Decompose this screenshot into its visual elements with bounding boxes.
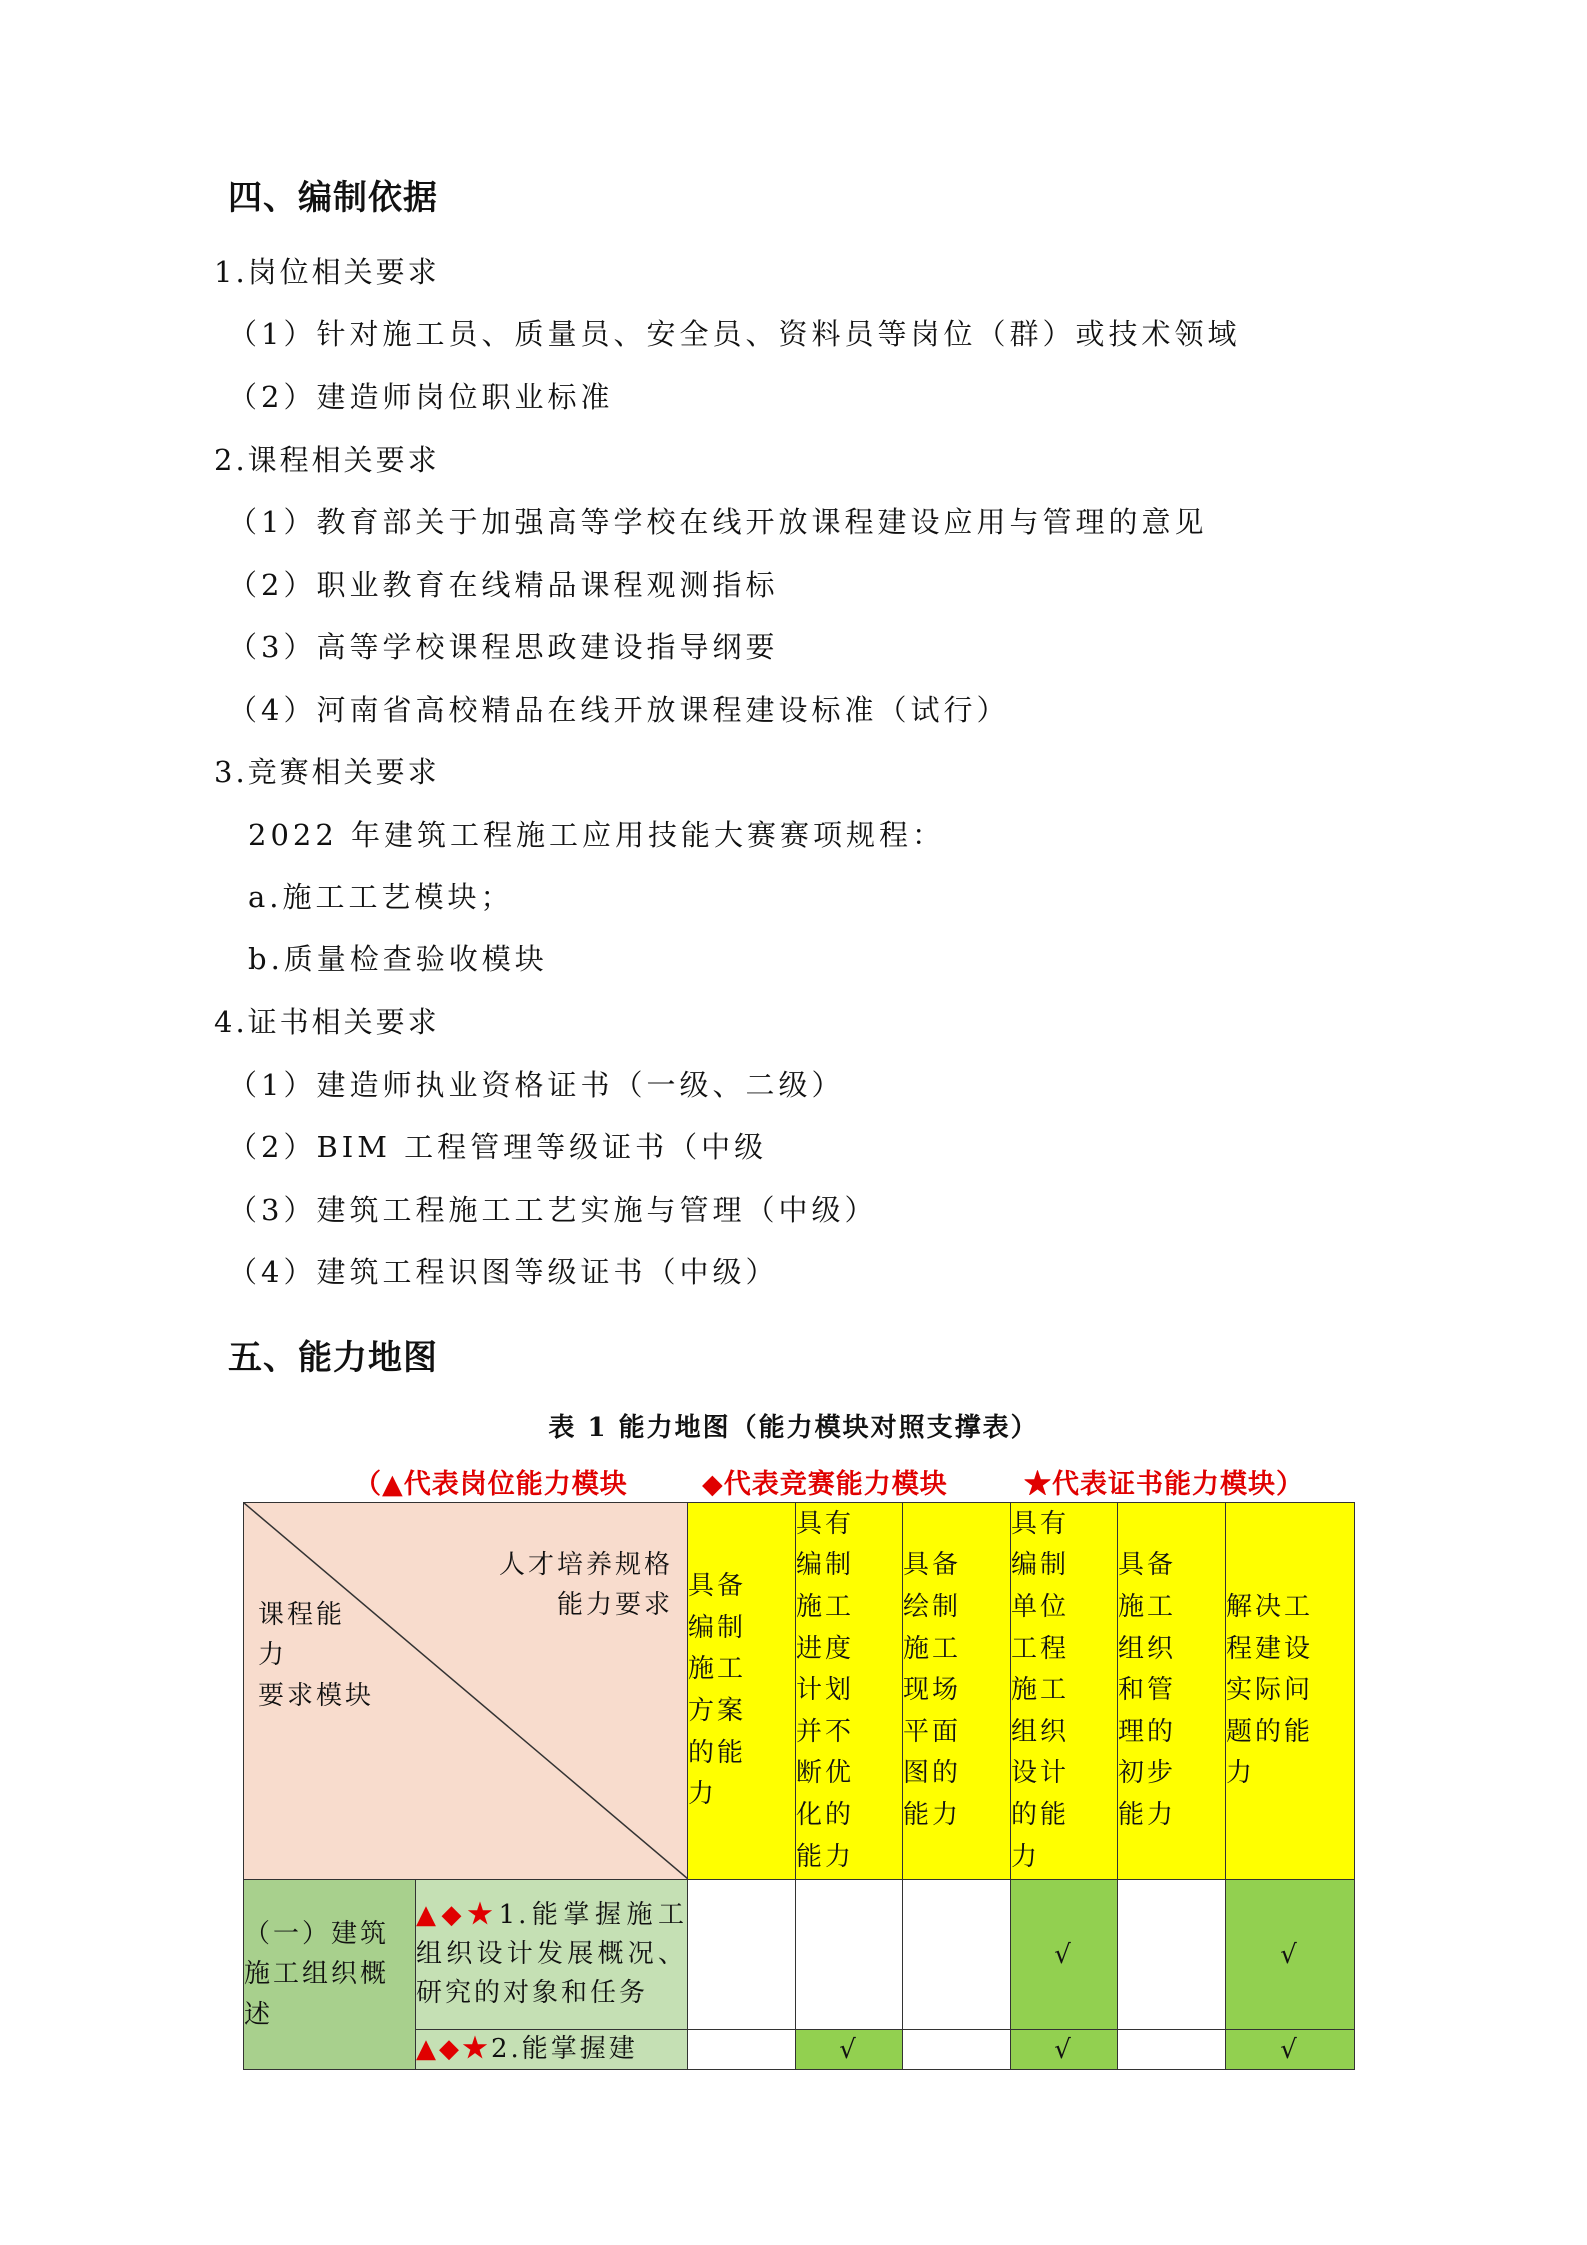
group-2-item-2: （2）职业教育在线精品课程观测指标 [228, 568, 779, 602]
group-2-item-1: （1）教育部关于加强高等学校在线开放课程建设应用与管理的意见 [228, 505, 1208, 539]
check-cell: √ [796, 2030, 903, 2070]
section-4-title: 四、编制依据 [228, 178, 438, 218]
group-1-item-2: （2）建造师岗位职业标准 [228, 380, 614, 414]
legend-post: （▲代表岗位能力模块 [354, 1469, 628, 1500]
group-3-title: 3.竞赛相关要求 [214, 755, 440, 789]
ability-map-table [243, 1502, 1355, 2070]
module-cell: （一）建筑施工组织概述 [244, 1880, 416, 2070]
group-2-item-4: （4）河南省高校精品在线开放课程建设标准（试行） [228, 693, 1010, 727]
sub-item-cell [416, 2030, 688, 2070]
group-4-item-1: （1）建造师执业资格证书（一级、二级） [228, 1068, 845, 1102]
section-5-title: 五、能力地图 [228, 1338, 438, 1378]
group-2-item-3: （3）高等学校课程思政建设指导纲要 [228, 630, 779, 664]
check-cell [688, 2030, 796, 2070]
group-3-item-1: 2022 年建筑工程施工应用技能大赛赛项规程： [248, 818, 946, 852]
group-4-item-4: （4）建筑工程识图等级证书（中级） [228, 1255, 779, 1289]
check-cell [903, 2030, 1011, 2070]
check-cell [1118, 1880, 1226, 2030]
table-row [244, 1880, 1355, 2030]
check-cell: √ [1226, 2030, 1355, 2070]
sub-item-text: 2.能掌握建 [491, 2034, 638, 2064]
check-cell [903, 1880, 1011, 2030]
check-cell [1118, 2030, 1226, 2070]
check-cell: √ [1011, 1880, 1118, 2030]
legend-contest: ◆代表竞赛能力模块 [702, 1469, 948, 1500]
header-col-2: 具有编制施工进度计划并不断优化的能力 [796, 1503, 903, 1880]
table-caption: 表 1 能力地图（能力模块对照支撑表） [548, 1413, 1039, 1443]
header-col-6: 解决工程建设实际问题的能力 [1226, 1503, 1355, 1880]
check-cell: √ [1011, 2030, 1118, 2070]
table-header-row [244, 1503, 1355, 1880]
check-cell: √ [1226, 1880, 1355, 2030]
header-col-3: 具备绘制施工现场平面图的能力 [903, 1503, 1011, 1880]
header-col-5: 具备施工组织和管理的初步能力 [1118, 1503, 1226, 1880]
corner-top-label: 人才培养规格 能力要求 [498, 1550, 673, 1621]
check-cell [796, 1880, 903, 2030]
header-col-1: 具备编制施工方案的能力 [688, 1503, 796, 1880]
check-cell [688, 1880, 796, 2030]
group-4-item-3: （3）建筑工程施工工艺实施与管理（中级） [228, 1193, 878, 1227]
group-2-title: 2.课程相关要求 [214, 443, 440, 477]
table-corner-cell [244, 1503, 688, 1880]
legend-cert: ★代表证书能力模块） [1024, 1469, 1304, 1500]
header-col-4: 具有编制单位工程施工组织设计的能力 [1011, 1503, 1118, 1880]
group-3-item-2: a.施工工艺模块； [248, 880, 514, 914]
group-4-title: 4.证书相关要求 [214, 1005, 440, 1039]
corner-left-label: 课程能 力 要求模块 [258, 1600, 375, 1711]
marker-symbols: ▲◆★ [416, 1900, 499, 1930]
marker-symbols: ▲◆★ [416, 2034, 491, 2064]
sub-item-text: 1.能掌握施工组织设计发展概况、研究的对象和任务 [416, 1900, 687, 2008]
group-1-item-1: （1）针对施工员、质量员、安全员、资料员等岗位（群）或技术领域 [228, 317, 1241, 351]
group-3-item-3: b.质量检查验收模块 [248, 942, 548, 976]
sub-item-cell [416, 1880, 688, 2030]
group-4-item-2: （2）BIM 工程管理等级证书（中级 [228, 1130, 768, 1164]
group-1-title: 1.岗位相关要求 [214, 255, 440, 289]
